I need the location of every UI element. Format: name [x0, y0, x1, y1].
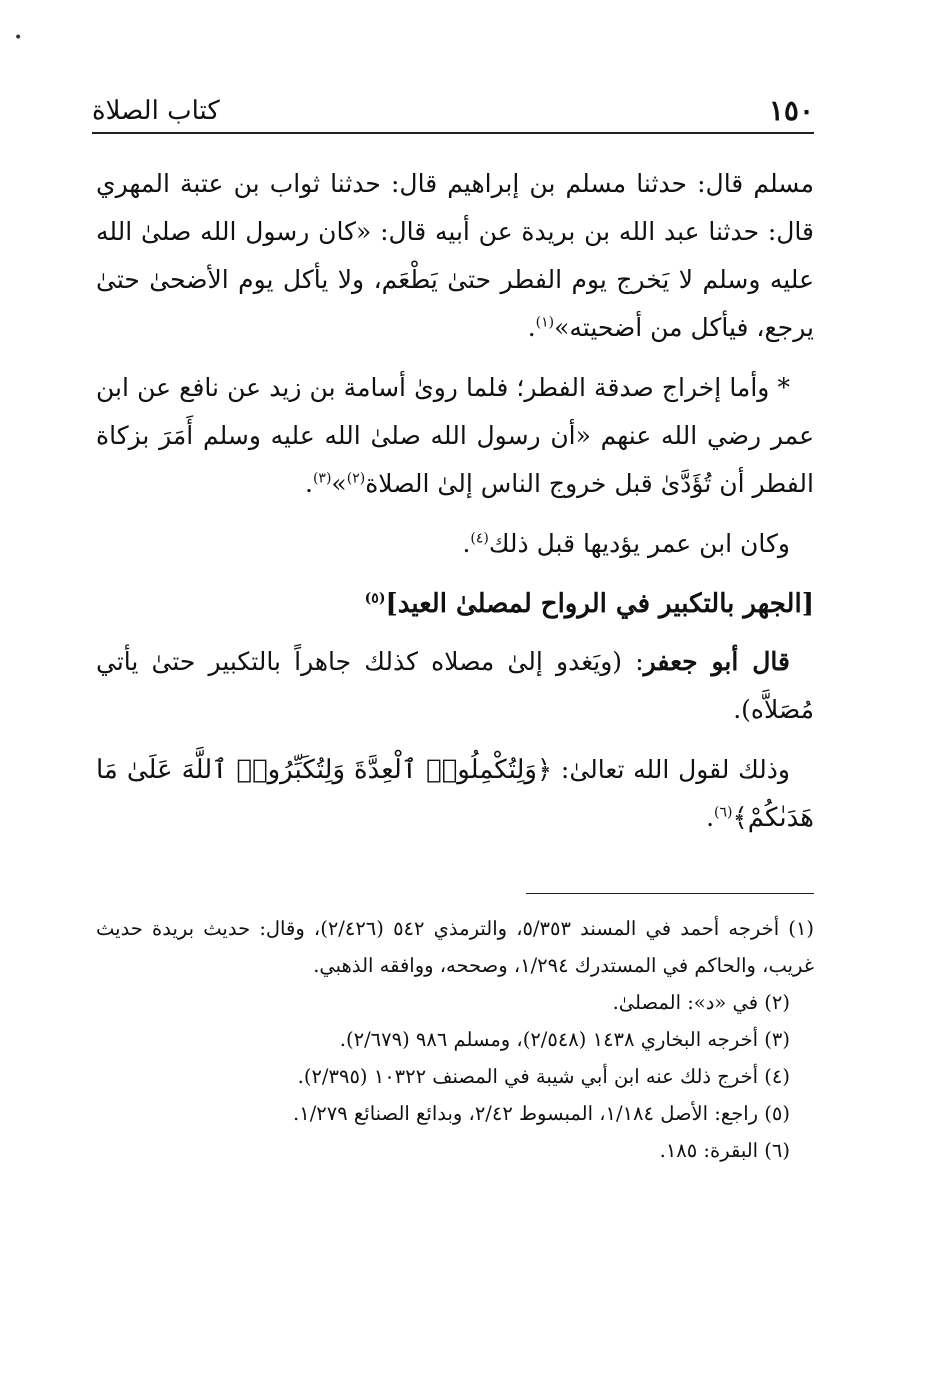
footnote-1: (١) أخرجه أحمد في المسند ٥/٣٥٣، والترمذي ٥٤٢ (٢/٤٢٦)، وقال: حديث بريدة حديث غريب، والحاكم في المستدرك ١/٢٩٤، وصححه، ووافقه الذهبي.: [96, 917, 814, 977]
footnote-3: (٣) أخرجه البخاري ١٤٣٨ (٢/٥٤٨)، ومسلم ٩٨٦ (٢/٦٧٩).: [339, 1028, 790, 1051]
paragraph-hadith: [96, 160, 814, 352]
page-number: ١٥٠: [768, 94, 814, 127]
paragraph-text: مسلم قال: حدثنا مسلم بن إبراهيم قال: حدثنا ثواب بن عتبة المهري قال: حدثنا عبد الله بن بريدة عن أبيه قال: «كان رسول الله صلىٰ الله عليه وسلم لا يَخرج يوم الفطر حتىٰ يَطْعَم، ولا يأكل يوم الأضحىٰ حتىٰ يرجع، فيأكل من أضحيته»: [96, 169, 814, 342]
paragraph-text: : (ويَغدو إلىٰ مصلاه كذلك جاهراً بالتكبير حتىٰ يأتي مُصَلاَّه).: [96, 647, 814, 724]
footnote-ref: (٤): [470, 530, 489, 547]
quran-verse: وَلِتُكْمِلُوا۟ ٱلْعِدَّةَ وَلِتُكَبِّرُوا۟ ٱللَّهَ عَلَىٰ مَا هَدَىٰكُمْ: [96, 755, 814, 833]
book-title: كتاب الصلاة: [92, 96, 220, 126]
paragraph-end: .: [462, 529, 471, 558]
paragraph-zakat: [96, 364, 814, 508]
footnote-4: (٤) أخرج ذلك عنه ابن أبي شيبة في المصنف ١٠٣٢٢ (٢/٣٩٥).: [297, 1065, 790, 1088]
footnote-ref: (١): [535, 314, 555, 331]
footnote-ref: (٢): [346, 470, 366, 487]
main-text: [96, 160, 814, 854]
paragraph-text: وكان ابن عمر يؤديها قبل ذلك: [488, 529, 790, 558]
corner-dot: •: [14, 30, 23, 46]
heading-text: [الجهر بالتكبير في الرواح لمصلىٰ العيد]: [385, 589, 814, 619]
paragraph-end: .: [527, 313, 536, 342]
footnote-divider: [526, 893, 814, 894]
paragraph-abu-jafar: [96, 638, 814, 734]
footnote-ref: (٣): [312, 470, 332, 487]
quran-bracket-open: ﴿: [536, 755, 553, 785]
paragraph-text: وذلك لقول الله تعالىٰ:: [552, 755, 790, 784]
section-heading: [96, 580, 814, 628]
paragraph-quran: [96, 746, 814, 842]
paragraph-end: .: [305, 469, 313, 498]
star-marker: *: [777, 373, 790, 402]
footnote-6: (٦) البقرة: ١٨٥.: [659, 1139, 790, 1162]
footnote-2: (٢) في «د»: المصلىٰ.: [612, 991, 790, 1014]
paragraph-end: .: [706, 803, 715, 832]
footnote-ref: (٦): [714, 804, 733, 821]
speaker-name: قال أبو جعفر: [643, 647, 790, 676]
paragraph-ibn-umar: [96, 520, 814, 568]
footnotes: [96, 910, 814, 1169]
quran-bracket-close: ﴾: [732, 803, 748, 833]
quote-close: »: [331, 469, 347, 498]
footnote-ref: (٥): [364, 590, 386, 607]
running-header: [92, 88, 814, 134]
footnote-5: (٥) راجع: الأصل ١/١٨٤، المبسوط ٢/٤٢، وبدائع الصنائع ١/٢٧٩.: [293, 1102, 790, 1125]
paragraph-text: وأما إخراج صدقة الفطر؛ فلما روىٰ أسامة بن زيد عن نافع عن ابن عمر رضي الله عنهم «أن رسول الله صلىٰ الله عليه وسلم أَمَرَ بزكاة الفطر أن تُؤَدَّىٰ قبل خروج الناس إلىٰ الصلاة: [96, 373, 814, 498]
